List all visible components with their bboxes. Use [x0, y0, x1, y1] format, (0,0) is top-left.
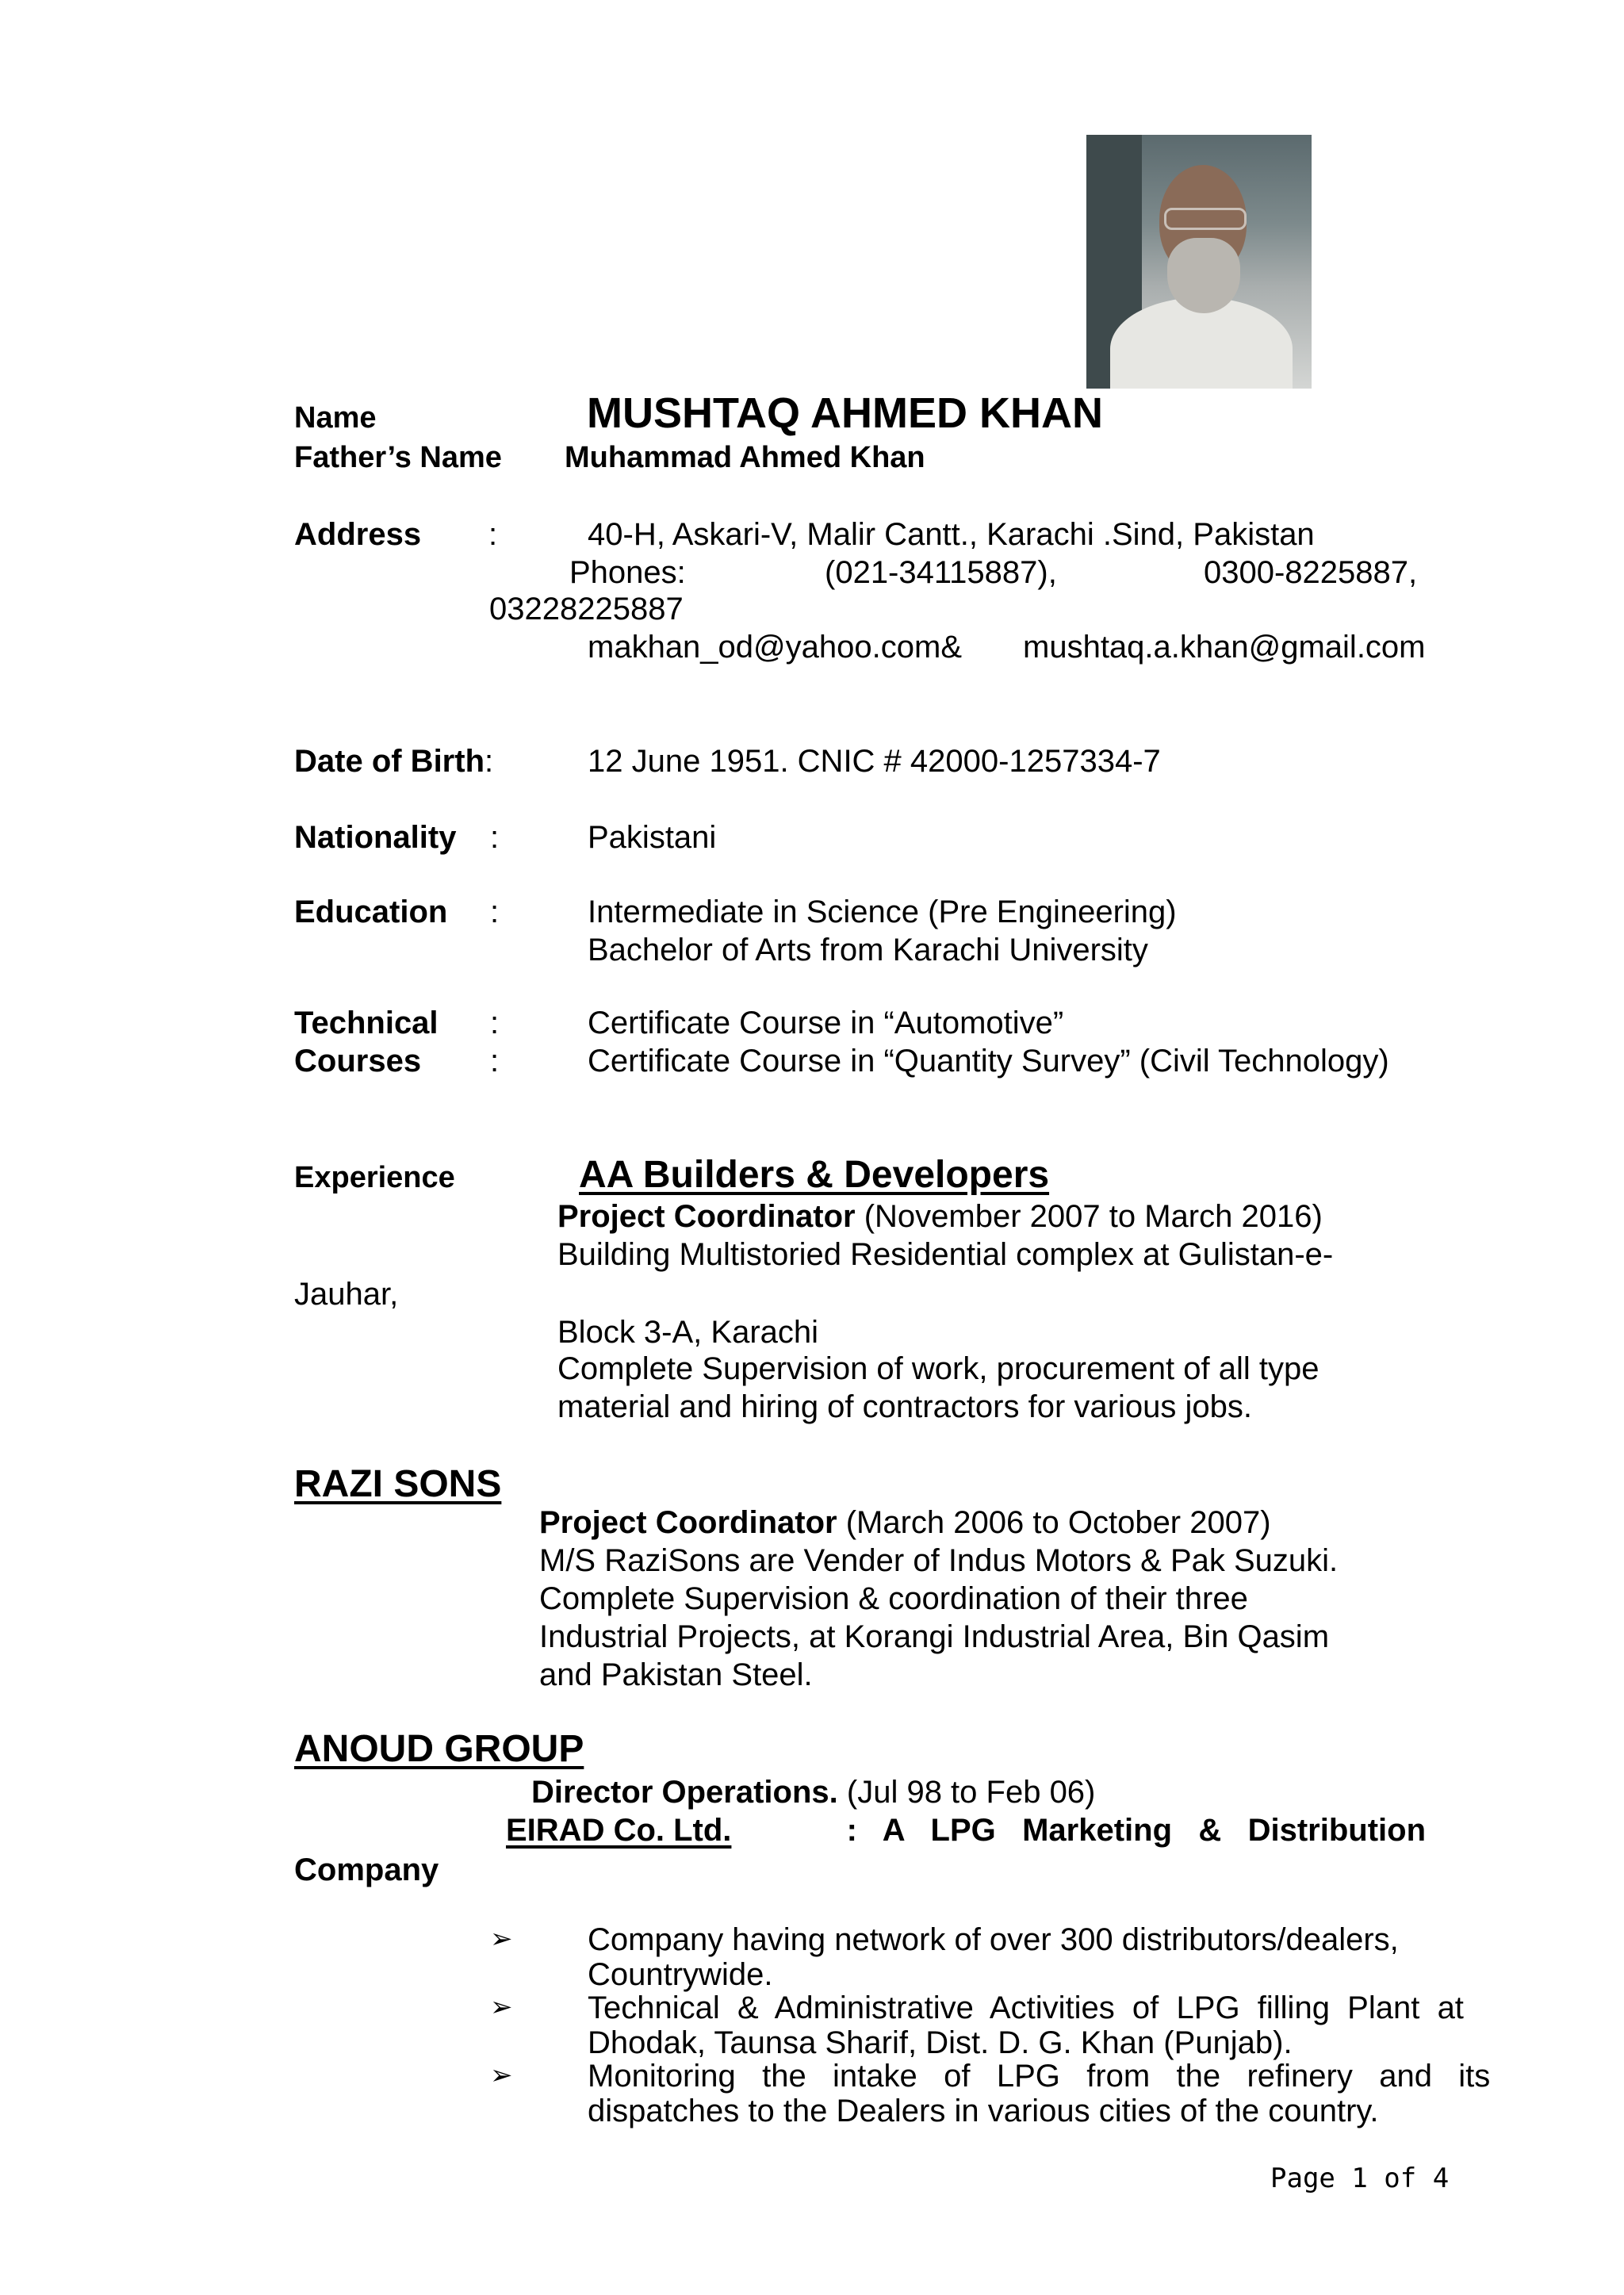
razi-period: (March 2006 to October 2007)	[837, 1505, 1271, 1540]
courses-colon: :	[490, 1044, 500, 1079]
dob-label: Date of Birth	[294, 744, 485, 779]
bullet-3-line-1: Monitoring the intake of LPG from the refinery and its	[588, 2059, 1491, 2094]
education-line-1: Intermediate in Science (Pre Engineering)	[588, 895, 1177, 929]
page-number: Page 1 of 4	[1270, 2163, 1450, 2194]
bullet-3-line-2: dispatches to the Dealers in various cities of the country.	[588, 2094, 1379, 2128]
courses-label: Courses	[294, 1044, 422, 1079]
nationality-value: Pakistani	[588, 820, 717, 855]
razi-role-line	[539, 1507, 1271, 1538]
razi-company: RAZI SONS	[294, 1463, 502, 1505]
bullet-1-line-1: Company having network of over 300 distributors/dealers,	[588, 1922, 1399, 1957]
father-name-label: Father’s Name	[294, 441, 502, 474]
education-line-2: Bachelor of Arts from Karachi University	[588, 933, 1148, 967]
razi-line-3: Industrial Projects, at Korangi Industrial Area, Bin Qasim	[539, 1619, 1330, 1654]
eirad-desc: : A LPG Marketing & Distribution	[846, 1813, 1426, 1848]
aa-role-line	[557, 1201, 1323, 1232]
email-2: mushtaq.a.khan@gmail.com	[1023, 630, 1426, 665]
aa-line-1-wrap: Jauhar,	[294, 1277, 399, 1312]
nationality-colon: :	[490, 820, 500, 855]
razi-line-2: Complete Supervision & coordination of their three	[539, 1581, 1248, 1616]
address-line: 40-H, Askari-V, Malir Cantt., Karachi .Sind, Pakistan	[588, 517, 1315, 552]
aa-line-2: Block 3-A, Karachi	[557, 1315, 819, 1350]
phone-landline: (021-34115887),	[825, 555, 1057, 590]
phones-label: Phones:	[569, 555, 686, 590]
eirad-company: EIRAD Co. Ltd.	[506, 1813, 732, 1848]
aa-line-4: material and hiring of contractors for various jobs.	[557, 1389, 1252, 1424]
address-label: Address	[294, 517, 422, 552]
profile-photo	[1086, 135, 1312, 389]
arrowhead-bullet-icon: ➢	[490, 1923, 513, 1955]
course-line-1: Certificate Course in “Automotive”	[588, 1006, 1064, 1040]
aa-line-3: Complete Supervision of work, procurement of all type	[557, 1351, 1320, 1386]
anoud-role: Director Operations.	[531, 1775, 838, 1810]
experience-label: Experience	[294, 1161, 455, 1194]
aa-company: AA Builders & Developers	[579, 1154, 1050, 1196]
email-1: makhan_od@yahoo.com&	[588, 630, 962, 665]
anoud-period: (Jul 98 to Feb 06)	[837, 1775, 1096, 1810]
technical-label: Technical	[294, 1006, 439, 1040]
razi-line-4: and Pakistan Steel.	[539, 1657, 813, 1692]
address-colon: :	[488, 517, 498, 552]
phone-mobile-2: 03228225887	[489, 592, 684, 626]
bullet-2-line-1: Technical & Administrative Activities of LPG filling Plant at	[588, 1990, 1464, 2025]
aa-period: (November 2007 to March 2016)	[855, 1199, 1323, 1234]
education-label: Education	[294, 895, 448, 929]
nationality-label: Nationality	[294, 820, 457, 855]
name-label: Name	[294, 401, 377, 435]
razi-line-1: M/S RaziSons are Vender of Indus Motors & Pak Suzuki.	[539, 1543, 1339, 1578]
dob-colon: :	[485, 744, 494, 779]
phone-mobile-1: 0300-8225887,	[1204, 555, 1418, 590]
technical-colon: :	[490, 1006, 500, 1040]
eirad-wrap: Company	[294, 1852, 439, 1887]
razi-role: Project Coordinator	[539, 1505, 837, 1540]
father-name: Muhammad Ahmed Khan	[565, 441, 925, 474]
dob-value: 12 June 1951. CNIC # 42000-1257334-7	[588, 744, 1161, 779]
bullet-1-line-2: Countrywide.	[588, 1957, 773, 1992]
education-colon: :	[490, 895, 500, 929]
bullet-2-line-2: Dhodak, Taunsa Sharif, Dist. D. G. Khan (Punjab).	[588, 2025, 1293, 2060]
anoud-company: ANOUD GROUP	[294, 1728, 584, 1770]
arrowhead-bullet-icon: ➢	[490, 1991, 513, 2023]
applicant-name: MUSHTAQ AHMED KHAN	[587, 389, 1103, 437]
dob-row	[294, 745, 493, 777]
aa-line-1: Building Multistoried Residential complex at Gulistan-e-	[557, 1237, 1334, 1272]
eirad-line	[506, 1814, 1426, 1846]
anoud-role-line	[531, 1776, 1095, 1808]
arrowhead-bullet-icon: ➢	[490, 2059, 513, 2091]
course-line-2: Certificate Course in “Quantity Survey” (Civil Technology)	[588, 1044, 1389, 1079]
aa-role: Project Coordinator	[557, 1199, 856, 1234]
